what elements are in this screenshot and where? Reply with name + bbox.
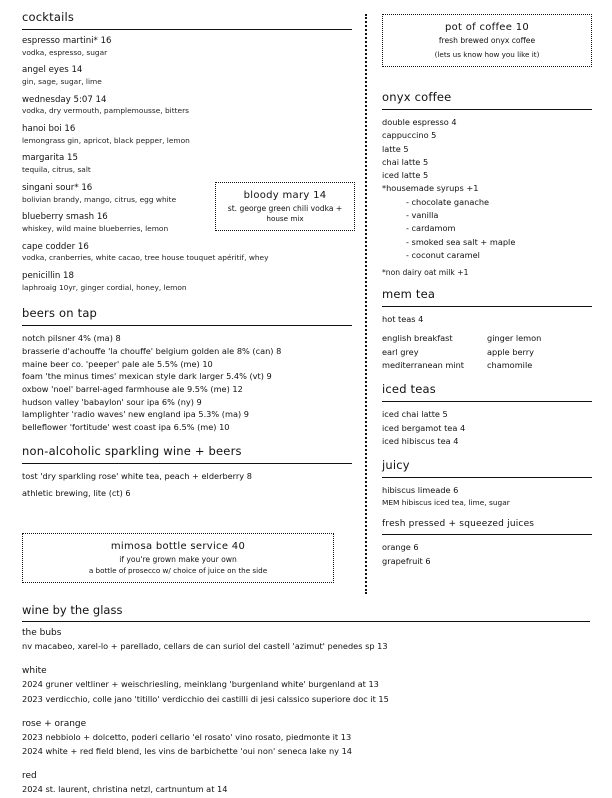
callout-title: pot of coffee 10 <box>444 22 530 33</box>
list-item: - coconut caramel <box>406 249 480 260</box>
list-item <box>22 36 352 57</box>
item-desc: laphroaig 10yr, ginger cordial, honey, lemon <box>22 282 187 292</box>
item-name: blueberry smash 16 <box>22 212 108 223</box>
list-item: 2023 nebbiolo + dolcetto, poderi cellario 'el rosato' vino rosato, piedmonte it 13 <box>22 731 352 742</box>
callout-title: bloody mary 14 <box>243 190 327 201</box>
list-item <box>22 65 352 86</box>
wine-group-label: rose + orange <box>22 718 87 729</box>
list-item <box>22 95 352 116</box>
list-item: iced latte 5 <box>382 170 429 181</box>
list-item: hudson valley 'babaylon' sour ipa 6% (ny) 9 <box>22 396 202 407</box>
item-desc: vodka, cranberries, white cacao, tree house touquet apéritif, whey <box>22 253 269 263</box>
item-desc: vodka, espresso, sugar <box>22 47 108 57</box>
list-item: - cardamom <box>406 223 456 234</box>
item-desc: gin, sage, sugar, lime <box>22 77 102 87</box>
list-item <box>22 271 352 292</box>
list-item: brasserie d'achouffe 'la chouffe' belgium golden ale 8% (can) 8 <box>22 345 282 356</box>
bloody-mary-callout <box>215 182 355 231</box>
wine-group-label: red <box>22 771 37 782</box>
item-desc: whiskey, wild maine blueberries, lemon <box>22 223 169 233</box>
list-item: double espresso 4 <box>382 117 457 127</box>
list-item: MEM hibiscus iced tea, lime, sugar <box>382 498 510 508</box>
onyx-heading: onyx coffee <box>382 90 452 104</box>
item-desc: lemongrass gin, apricot, black pepper, lemon <box>22 135 190 145</box>
list-item: notch pilsner 4% (ma) 8 <box>22 333 121 344</box>
list-item <box>22 153 352 174</box>
callout-line2: fresh brewed onyx coffee <box>438 36 536 45</box>
callout-line3: (lets us know how you like it) <box>434 50 540 59</box>
list-item: foam 'the minus times' mexican style dark larger 5.4% (vt) 9 <box>22 371 272 382</box>
item-name: penicillin 18 <box>22 270 74 281</box>
onyx-list <box>382 116 592 277</box>
item-name: cape codder 16 <box>22 241 89 252</box>
callout-line2: st. george green chili vodka + <box>227 204 343 213</box>
list-item: chai latte 5 <box>382 156 429 167</box>
item-name: hanoi boi 16 <box>22 124 76 135</box>
list-item: - vanilla <box>406 209 439 220</box>
table-row <box>382 346 592 359</box>
wine-section <box>22 603 590 798</box>
tea-name-left: english breakfast <box>382 333 453 344</box>
wine-group-label: the bubs <box>22 628 62 638</box>
item-desc: vodka, dry vermouth, pamplemousse, bitters <box>22 106 189 116</box>
list-item: 2024 white + red field blend, les vins de barbichette 'oui non' seneca lake ny 14 <box>22 746 352 757</box>
iced-teas-rule <box>382 401 592 402</box>
tea-rule <box>382 306 592 307</box>
tea-heading: mem tea <box>382 287 436 302</box>
oat-milk-note: *non dairy oat milk +1 <box>382 268 469 278</box>
list-item: - smoked sea salt + maple <box>406 236 516 247</box>
na-heading: non-alcoholic sparkling wine + beers <box>22 443 242 458</box>
beers-list <box>22 332 352 434</box>
list-item <box>22 124 352 145</box>
pressed-rule <box>382 534 592 535</box>
list-item: latte 5 <box>382 143 409 154</box>
list-item: athletic brewing, lite (ct) 6 <box>22 487 131 498</box>
list-item <box>22 242 352 263</box>
list-item: iced hibiscus tea 4 <box>382 435 459 446</box>
na-list <box>22 470 352 499</box>
list-item: grapefruit 6 <box>382 555 431 566</box>
list-item: tost 'dry sparkling rose' white tea, peach + elderberry 8 <box>22 470 252 481</box>
cocktails-list <box>22 36 352 292</box>
onyx-rule <box>382 109 592 110</box>
wine-heading: wine by the glass <box>22 603 123 617</box>
callout-line3: a bottle of prosecco w/ choice of juice on the side <box>88 566 268 575</box>
na-rule <box>22 463 352 464</box>
item-name: espresso martini* 16 <box>22 36 112 46</box>
callout-title: mimosa bottle service 40 <box>110 541 246 552</box>
callout-line3: house mix <box>266 214 304 223</box>
list-item: iced bergamot tea 4 <box>382 422 466 433</box>
list-item: cappuccino 5 <box>382 130 437 141</box>
mimosa-callout <box>22 533 334 583</box>
item-name: angel eyes 14 <box>22 65 83 76</box>
list-item: oxbow 'noel' barrel-aged farmhouse ale 9.5% (me) 12 <box>22 384 243 395</box>
list-item: 2024 st. laurent, christina netzl, cartnuntum at 14 <box>22 784 228 795</box>
hot-teas-label: hot teas 4 <box>382 314 424 325</box>
left-column <box>22 10 352 499</box>
tea-name-left: mediterranean mint <box>382 359 465 370</box>
list-item: - chocolate ganache <box>406 196 490 207</box>
item-name: margarita 15 <box>22 153 78 164</box>
list-item: maine beer co. 'peeper' pale ale 5.5% (me) 10 <box>22 358 213 369</box>
tea-name-right: apple berry <box>487 346 534 357</box>
right-column <box>382 90 592 568</box>
list-item: hibiscus limeade 6 <box>382 485 459 496</box>
list-item: 2023 verdicchio, colle jano 'titillo' verdicchio dei castilli di jesi calssico superiore doc it 15 <box>22 693 389 704</box>
table-row <box>382 332 592 345</box>
list-item: nv macabeo, xarel-lo + parellado, cellars de can suriol del castell 'azimut' penedes sp 13 <box>22 641 388 651</box>
list-item: 2024 gruner veltliner + weischriesling, meinklang 'burgenland white' burgenland at 13 <box>22 679 379 690</box>
item-name: singani sour* 16 <box>22 182 93 193</box>
beers-heading: beers on tap <box>22 306 98 321</box>
wine-rule <box>22 621 590 622</box>
pot-of-coffee-callout <box>382 14 592 67</box>
item-desc: bolivian brandy, mango, citrus, egg white <box>22 194 177 204</box>
item-desc: tequila, citrus, salt <box>22 165 91 175</box>
vertical-divider <box>365 14 367 594</box>
tea-name-left: earl grey <box>382 346 419 357</box>
list-item: lamplighter 'radio waves' new england ipa 5.3% (ma) 9 <box>22 409 249 420</box>
tea-name-right: ginger lemon <box>487 333 542 344</box>
beers-rule <box>22 325 352 326</box>
table-row <box>382 359 592 372</box>
list-item: belleflower 'fortitude' west coast ipa 6.5% (me) 10 <box>22 422 230 433</box>
wine-group-label: white <box>22 666 47 677</box>
list-item: *housemade syrups +1 <box>382 183 479 194</box>
iced-teas-heading: iced teas <box>382 382 436 397</box>
cocktails-rule <box>22 29 352 30</box>
tea-name-right: chamomile <box>487 359 533 370</box>
list-item: orange 6 <box>382 542 419 553</box>
callout-line2: if you're grown make your own <box>119 555 237 564</box>
list-item: iced chai latte 5 <box>382 409 448 420</box>
juicy-heading: juicy <box>382 458 410 473</box>
item-name: wednesday 5:07 14 <box>22 94 107 105</box>
juicy-rule <box>382 477 592 478</box>
cocktails-heading: cocktails <box>22 10 75 24</box>
pressed-heading: fresh pressed + squeezed juices <box>382 519 535 530</box>
